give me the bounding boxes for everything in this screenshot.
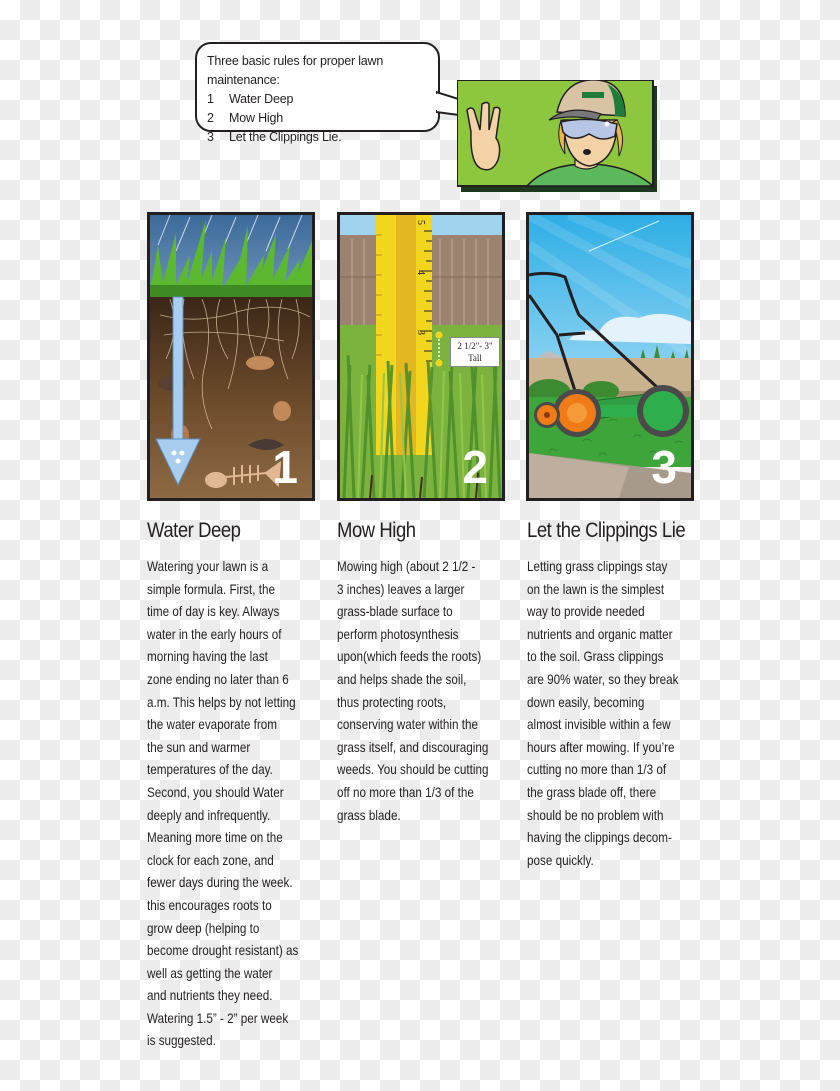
rule-item: 1 Water Deep bbox=[207, 92, 294, 106]
panel-clippings-lie bbox=[526, 212, 694, 501]
panel-number: 1 bbox=[272, 441, 298, 493]
section-body: Watering your lawn is a simple formula. First, the time of day is key. Always water in the early hours of morning having the last zone ending no later than 6 a.m. This helps by not letting the water evaporate from the sun and warmer temperatures of the day. Second, you should Water deeply and infrequently. Meaning more time on the clock for each zone, and fewer days during the week. this encourages roots to grow deep (helping to become drought resistant) as well as getting the water and nutrients they need. Watering 1.5” - 2” per week is suggested. bbox=[147, 559, 299, 1049]
ruler-label-5: 5 bbox=[415, 220, 426, 225]
height-callout: 2 1/2"- 3" Tall bbox=[450, 337, 500, 367]
panel-number: 2 bbox=[462, 441, 488, 493]
section-title: Mow High bbox=[337, 519, 416, 542]
rule-item: 2 Mow High bbox=[207, 111, 283, 125]
panel-water-deep bbox=[147, 212, 315, 501]
section-mow-high bbox=[337, 516, 517, 827]
section-clippings-lie bbox=[527, 516, 707, 872]
bubble-intro: Three basic rules for proper lawn maintenance: bbox=[207, 54, 384, 87]
speech-bubble bbox=[195, 42, 440, 144]
section-water-deep bbox=[147, 516, 327, 1053]
rule-item: 3 Let the Clippings Lie. bbox=[207, 130, 342, 144]
lawn-guy-illustration bbox=[457, 80, 657, 192]
section-body: Letting grass clippings stay on the lawn is the simplest way to provide needed nutrients and organic matter to the soil. Grass clippings are 90% water, so they break down easily, becoming almost invisible within a few hours after mowing. If you’re cutting no more than 1/3 of the grass blade off, there should be no problem with having the clippings decom- pose quickly. bbox=[527, 559, 679, 868]
ruler-icon bbox=[376, 215, 432, 455]
section-title: Water Deep bbox=[147, 519, 241, 542]
panel-number: 3 bbox=[651, 441, 677, 493]
ruler-label-3: 3 bbox=[415, 330, 426, 335]
panel-mow-high bbox=[337, 212, 505, 501]
section-body: Mowing high (about 2 1/2 - 3 inches) leaves a larger grass-blade surface to perform photosynthesis upon(which feeds the roots) and helps shade the soil, thus protecting roots, conserving water within the grass itself, and discouraging weeds. You should be cutting off no more than 1/3 of the grass blade. bbox=[337, 559, 489, 823]
ruler-label-4: 4 bbox=[415, 270, 426, 275]
section-title: Let the Clippings Lie bbox=[527, 519, 686, 542]
